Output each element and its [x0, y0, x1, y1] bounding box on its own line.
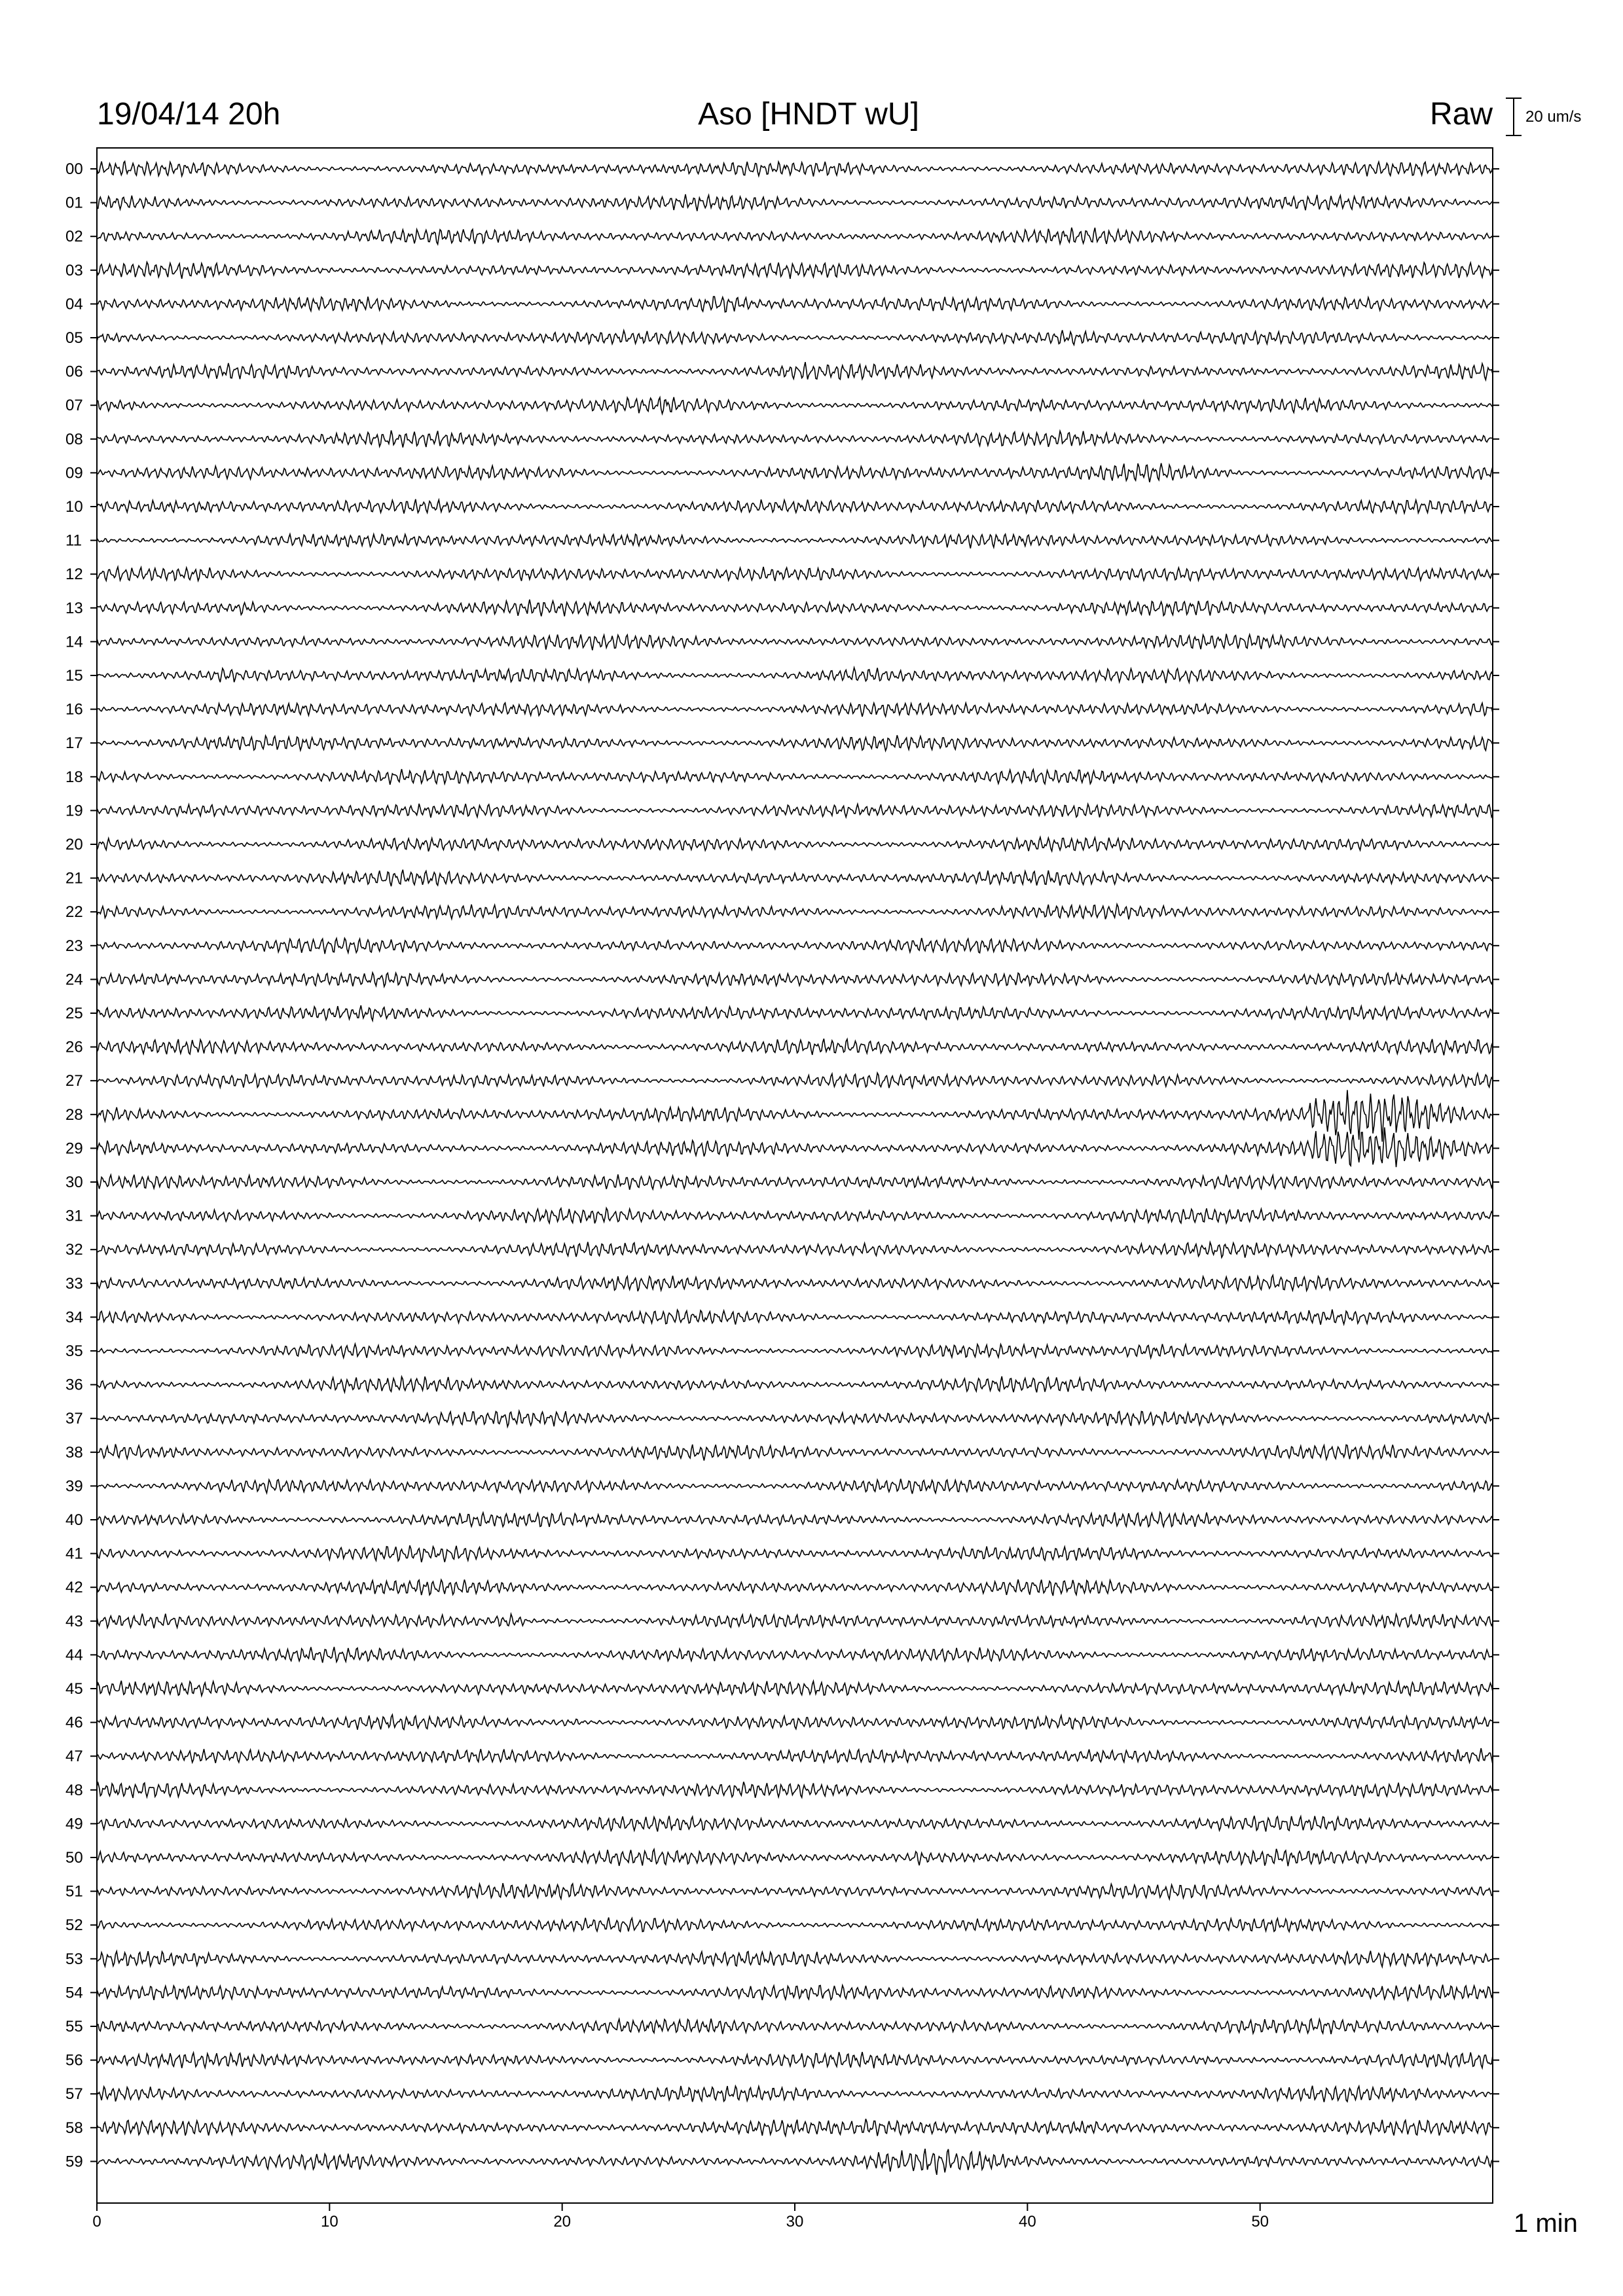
row-label-29: 29 — [65, 1139, 83, 1158]
row-label-13: 13 — [65, 599, 83, 617]
row-label-02: 02 — [65, 228, 83, 246]
trace-row-16 — [97, 703, 1493, 717]
row-label-04: 04 — [65, 295, 83, 314]
x-tick-label-30: 30 — [786, 2213, 804, 2231]
trace-row-55 — [97, 2018, 1493, 2034]
row-label-05: 05 — [65, 329, 83, 347]
row-label-19: 19 — [65, 802, 83, 820]
x-tick-label-50: 50 — [1251, 2213, 1269, 2231]
trace-row-09 — [97, 463, 1493, 482]
row-label-31: 31 — [65, 1207, 83, 1225]
x-tick-label-40: 40 — [1018, 2213, 1036, 2231]
row-label-01: 01 — [65, 194, 83, 212]
x-unit-label: 1 min — [1514, 2209, 1578, 2238]
x-tick-label-0: 0 — [92, 2213, 101, 2231]
trace-row-11 — [97, 534, 1493, 548]
row-label-16: 16 — [65, 700, 83, 719]
row-label-50: 50 — [65, 1849, 83, 1867]
trace-row-17 — [97, 735, 1493, 751]
x-tick-label-10: 10 — [320, 2213, 338, 2231]
trace-row-20 — [97, 837, 1493, 852]
row-label-24: 24 — [65, 971, 83, 989]
row-label-11: 11 — [65, 531, 82, 550]
trace-row-06 — [97, 362, 1493, 380]
row-label-35: 35 — [65, 1342, 83, 1360]
plot-frame — [97, 148, 1493, 2203]
trace-row-54 — [97, 1984, 1493, 2000]
trace-row-48 — [97, 1782, 1493, 1798]
trace-row-00 — [97, 162, 1493, 177]
row-label-43: 43 — [65, 1612, 83, 1630]
row-label-27: 27 — [65, 1072, 83, 1090]
row-label-52: 52 — [65, 1916, 83, 1935]
trace-row-46 — [97, 1715, 1493, 1730]
trace-row-40 — [97, 1512, 1493, 1527]
trace-row-01 — [97, 194, 1493, 211]
trace-row-27 — [97, 1073, 1493, 1088]
row-label-33: 33 — [65, 1274, 83, 1293]
trace-row-24 — [97, 973, 1493, 986]
row-label-21: 21 — [65, 869, 83, 888]
trace-group — [97, 162, 1493, 2175]
trace-row-26 — [97, 1039, 1493, 1055]
trace-row-22 — [97, 905, 1493, 920]
row-label-14: 14 — [65, 633, 83, 651]
row-label-45: 45 — [65, 1680, 83, 1698]
trace-row-34 — [97, 1310, 1493, 1325]
trace-row-15 — [97, 668, 1493, 683]
row-label-47: 47 — [65, 1748, 83, 1766]
trace-row-53 — [97, 1951, 1493, 1967]
trace-row-07 — [97, 397, 1493, 414]
trace-row-35 — [97, 1344, 1493, 1357]
row-label-39: 39 — [65, 1477, 83, 1496]
trace-row-49 — [97, 1816, 1493, 1831]
row-label-23: 23 — [65, 937, 83, 955]
row-label-20: 20 — [65, 836, 83, 853]
row-label-41: 41 — [65, 1545, 83, 1563]
row-label-07: 07 — [65, 397, 83, 415]
trace-row-29 — [97, 1128, 1493, 1168]
row-label-37: 37 — [65, 1410, 83, 1428]
trace-row-37 — [97, 1411, 1493, 1427]
trace-row-08 — [97, 431, 1493, 448]
mode-label: Raw — [1429, 97, 1493, 132]
row-label-06: 06 — [65, 363, 83, 381]
trace-row-03 — [97, 262, 1493, 279]
trace-row-02 — [97, 228, 1493, 245]
trace-row-10 — [97, 499, 1493, 514]
row-label-38: 38 — [65, 1443, 83, 1462]
row-label-12: 12 — [65, 565, 83, 584]
trace-row-58 — [97, 2119, 1493, 2136]
row-label-49: 49 — [65, 1815, 83, 1833]
trace-row-04 — [97, 296, 1493, 312]
row-label-54: 54 — [65, 1984, 83, 2002]
row-label-08: 08 — [65, 430, 83, 448]
row-label-25: 25 — [65, 1005, 83, 1022]
trace-row-05 — [97, 330, 1493, 345]
trace-row-36 — [97, 1376, 1493, 1393]
x-tick-label-20: 20 — [553, 2213, 572, 2231]
trace-row-30 — [97, 1174, 1493, 1189]
row-label-18: 18 — [65, 768, 83, 786]
row-label-36: 36 — [65, 1376, 83, 1394]
row-label-26: 26 — [65, 1038, 83, 1056]
trace-row-31 — [97, 1208, 1493, 1223]
row-label-22: 22 — [65, 903, 83, 922]
trace-row-59 — [97, 2149, 1493, 2175]
row-label-48: 48 — [65, 1781, 83, 1799]
amplitude-scale-bar — [1506, 98, 1522, 135]
trace-row-13 — [97, 600, 1493, 617]
datetime-title: 19/04/14 20h — [97, 97, 281, 132]
row-label-03: 03 — [65, 261, 83, 279]
trace-row-25 — [97, 1005, 1493, 1020]
trace-row-56 — [97, 2052, 1493, 2068]
trace-row-47 — [97, 1748, 1493, 1765]
trace-row-12 — [97, 567, 1493, 581]
row-label-group — [65, 160, 1499, 2170]
trace-row-50 — [97, 1849, 1493, 1866]
trace-row-52 — [97, 1918, 1493, 1932]
row-label-58: 58 — [65, 2119, 83, 2137]
trace-row-51 — [97, 1883, 1493, 1899]
row-label-34: 34 — [65, 1308, 83, 1327]
row-label-55: 55 — [65, 2018, 83, 2036]
row-label-44: 44 — [65, 1646, 83, 1664]
trace-row-41 — [97, 1545, 1493, 1562]
trace-row-23 — [97, 938, 1493, 954]
trace-row-19 — [97, 804, 1493, 817]
row-label-42: 42 — [65, 1579, 83, 1597]
row-label-17: 17 — [65, 734, 83, 753]
row-label-28: 28 — [65, 1105, 83, 1124]
row-label-46: 46 — [65, 1713, 83, 1732]
row-label-59: 59 — [65, 2153, 83, 2171]
trace-row-32 — [97, 1242, 1493, 1258]
row-label-15: 15 — [65, 667, 83, 685]
trace-row-43 — [97, 1613, 1493, 1628]
trace-row-14 — [97, 634, 1493, 651]
trace-row-42 — [97, 1579, 1493, 1596]
trace-row-44 — [97, 1647, 1493, 1662]
trace-row-38 — [97, 1444, 1493, 1461]
trace-row-39 — [97, 1479, 1493, 1494]
row-label-53: 53 — [65, 1950, 83, 1968]
scale-label: 20 um/s — [1525, 108, 1582, 126]
row-label-57: 57 — [65, 2085, 83, 2104]
row-label-56: 56 — [65, 2051, 83, 2070]
trace-row-45 — [97, 1681, 1493, 1696]
trace-row-18 — [97, 769, 1493, 785]
trace-row-57 — [97, 2086, 1493, 2102]
row-label-40: 40 — [65, 1511, 83, 1529]
row-label-10: 10 — [65, 498, 83, 516]
x-tick-group — [92, 2203, 1269, 2231]
trace-row-33 — [97, 1275, 1493, 1291]
row-label-30: 30 — [65, 1174, 83, 1191]
row-label-09: 09 — [65, 464, 83, 482]
row-label-51: 51 — [65, 1882, 83, 1901]
station-title: Aso [HNDT wU] — [698, 97, 919, 132]
trace-row-28 — [97, 1090, 1493, 1141]
row-label-00: 00 — [65, 160, 83, 178]
trace-row-21 — [97, 870, 1493, 886]
row-label-32: 32 — [65, 1241, 83, 1259]
